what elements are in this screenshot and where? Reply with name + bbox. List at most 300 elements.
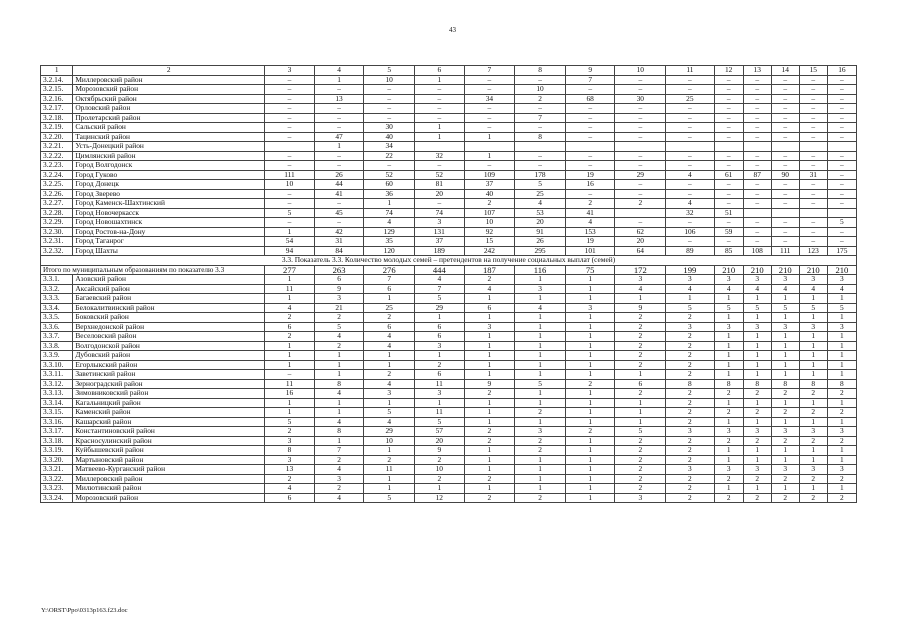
value-cell: 3 (565, 303, 615, 313)
value-cell: 3 (771, 275, 799, 285)
value-cell: 1 (565, 389, 615, 399)
value-cell: 3 (771, 465, 799, 475)
value-cell: – (827, 189, 856, 199)
total-value-cell: 210 (771, 265, 799, 275)
row-name: Кагальницкий район (73, 398, 265, 408)
value-cell: 1 (615, 408, 666, 418)
row-name: Веселовский район (73, 332, 265, 342)
value-cell: – (666, 113, 715, 123)
value-cell: 3 (314, 474, 364, 484)
value-cell: – (415, 199, 465, 209)
value-cell: 1 (265, 408, 315, 418)
value-cell: 1 (364, 351, 415, 361)
value-cell: 15 (464, 237, 515, 247)
table-row (41, 218, 857, 228)
row-code: 3.2.31. (41, 237, 73, 247)
value-cell (827, 142, 856, 152)
value-cell: – (799, 151, 827, 161)
value-cell: 2 (615, 332, 666, 342)
value-cell: 4 (364, 417, 415, 427)
value-cell: 37 (464, 180, 515, 190)
total-value-cell: 210 (799, 265, 827, 275)
value-cell: – (666, 161, 715, 171)
value-cell: 44 (314, 180, 364, 190)
value-cell: 3 (666, 322, 715, 332)
total-value-cell: 116 (515, 265, 566, 275)
value-cell: 175 (827, 246, 856, 256)
value-cell: 3 (799, 322, 827, 332)
value-cell: 2 (615, 436, 666, 446)
value-cell: 2 (714, 436, 743, 446)
value-cell: 1 (464, 341, 515, 351)
value-cell: 1 (771, 370, 799, 380)
value-cell: – (565, 161, 615, 171)
total-value-cell: 444 (415, 265, 465, 275)
value-cell: – (265, 151, 315, 161)
value-cell: – (827, 170, 856, 180)
table-row (41, 427, 857, 437)
value-cell: 2 (799, 436, 827, 446)
value-cell: 13 (314, 94, 364, 104)
value-cell: 3 (415, 218, 465, 228)
value-cell: 11 (265, 284, 315, 294)
value-cell: 9 (464, 379, 515, 389)
value-cell: – (743, 113, 771, 123)
value-cell: 29 (415, 303, 465, 313)
value-cell: 61 (714, 170, 743, 180)
value-cell: 2 (666, 408, 715, 418)
value-cell: 47 (314, 132, 364, 142)
row-code: 3.3.18. (41, 436, 73, 446)
value-cell: – (714, 180, 743, 190)
value-cell: 2 (364, 313, 415, 323)
value-cell (771, 142, 799, 152)
value-cell: 3 (743, 275, 771, 285)
value-cell: 31 (799, 170, 827, 180)
value-cell: 1 (464, 294, 515, 304)
value-cell: 2 (799, 389, 827, 399)
value-cell: 6 (314, 275, 364, 285)
row-code: 3.3.6. (41, 322, 73, 332)
row-code: 3.3.24. (41, 493, 73, 503)
value-cell: 3 (827, 465, 856, 475)
value-cell: 2 (515, 94, 566, 104)
value-cell: 26 (314, 170, 364, 180)
value-cell: 6 (364, 322, 415, 332)
value-cell: – (615, 123, 666, 133)
value-cell: 4 (314, 332, 364, 342)
value-cell: – (827, 161, 856, 171)
value-cell (714, 142, 743, 152)
value-cell: 4 (666, 284, 715, 294)
row-code: 3.2.18. (41, 113, 73, 123)
value-cell: – (799, 104, 827, 114)
value-cell: 2 (515, 436, 566, 446)
value-cell: – (565, 104, 615, 114)
value-cell (799, 208, 827, 218)
value-cell: 6 (415, 370, 465, 380)
value-cell: – (771, 180, 799, 190)
value-cell: 2 (615, 455, 666, 465)
value-cell: – (314, 85, 364, 95)
value-cell: 1 (827, 294, 856, 304)
value-cell: 1 (714, 370, 743, 380)
value-cell: 242 (464, 246, 515, 256)
value-cell: 25 (666, 94, 715, 104)
value-cell: 1 (515, 351, 566, 361)
value-cell: 2 (666, 436, 715, 446)
value-cell: – (265, 218, 315, 228)
table-row (41, 417, 857, 427)
column-number-cell: 9 (565, 66, 615, 76)
row-name: Кашарский район (73, 417, 265, 427)
row-name: Заветинский район (73, 370, 265, 380)
value-cell: 1 (415, 132, 465, 142)
row-code: 3.2.20. (41, 132, 73, 142)
value-cell: 4 (314, 465, 364, 475)
value-cell: 1 (464, 408, 515, 418)
value-cell: 1 (565, 370, 615, 380)
value-cell: – (799, 180, 827, 190)
value-cell: 40 (464, 189, 515, 199)
value-cell: – (565, 85, 615, 95)
value-cell: 8 (314, 427, 364, 437)
value-cell: 1 (743, 417, 771, 427)
value-cell: – (565, 151, 615, 161)
value-cell: – (265, 94, 315, 104)
value-cell (615, 142, 666, 152)
value-cell: 1 (515, 389, 566, 399)
value-cell: – (771, 227, 799, 237)
value-cell: 8 (714, 379, 743, 389)
value-cell: 1 (265, 275, 315, 285)
value-cell: 1 (565, 313, 615, 323)
value-cell: 30 (615, 94, 666, 104)
value-cell: – (799, 132, 827, 142)
value-cell: 1 (515, 294, 566, 304)
table-row (41, 104, 857, 114)
value-cell: 4 (364, 341, 415, 351)
value-cell: 1 (799, 351, 827, 361)
table-row (41, 246, 857, 256)
value-cell: 1 (265, 351, 315, 361)
total-row-label: Итого по муниципальным образованиям по показателю 3.3 (41, 265, 265, 275)
value-cell: 2 (666, 332, 715, 342)
value-cell: – (827, 199, 856, 209)
value-cell: 1 (515, 341, 566, 351)
value-cell: – (314, 104, 364, 114)
value-cell: 2 (771, 436, 799, 446)
row-name: Пролетарский район (73, 113, 265, 123)
value-cell: 1 (799, 398, 827, 408)
value-cell: – (771, 161, 799, 171)
value-cell: 1 (771, 313, 799, 323)
value-cell: – (799, 227, 827, 237)
value-cell: 1 (314, 408, 364, 418)
value-cell: 1 (415, 313, 465, 323)
value-cell: 2 (415, 455, 465, 465)
value-cell: 53 (515, 208, 566, 218)
value-cell: 20 (415, 189, 465, 199)
row-code: 3.3.22. (41, 474, 73, 484)
value-cell: 2 (714, 389, 743, 399)
value-cell: 26 (515, 237, 566, 247)
table-row (41, 208, 857, 218)
value-cell: 2 (666, 341, 715, 351)
value-cell: – (615, 104, 666, 114)
value-cell: 51 (714, 208, 743, 218)
value-cell: 101 (565, 246, 615, 256)
value-cell: 4 (364, 218, 415, 228)
value-cell: 1 (314, 370, 364, 380)
value-cell: – (714, 123, 743, 133)
value-cell: 29 (615, 170, 666, 180)
row-code: 3.3.15. (41, 408, 73, 418)
value-cell: 1 (464, 455, 515, 465)
value-cell: – (827, 94, 856, 104)
value-cell: 1 (771, 484, 799, 494)
value-cell: 1 (415, 123, 465, 133)
value-cell: 2 (827, 389, 856, 399)
value-cell: 5 (771, 303, 799, 313)
value-cell: 4 (799, 284, 827, 294)
value-cell: – (799, 75, 827, 85)
value-cell: 4 (666, 170, 715, 180)
value-cell: 5 (364, 408, 415, 418)
value-cell: 10 (265, 180, 315, 190)
row-code: 3.3.9. (41, 351, 73, 361)
value-cell: 1 (464, 417, 515, 427)
value-cell: – (314, 151, 364, 161)
value-cell: 9 (415, 446, 465, 456)
value-cell: 1 (827, 351, 856, 361)
value-cell: – (265, 123, 315, 133)
value-cell: 4 (314, 493, 364, 503)
value-cell: 1 (714, 294, 743, 304)
value-cell: 1 (714, 332, 743, 342)
row-name: Миллеровский район (73, 75, 265, 85)
value-cell: 1 (265, 341, 315, 351)
value-cell: 1 (799, 332, 827, 342)
value-cell: – (666, 85, 715, 95)
value-cell: – (415, 94, 465, 104)
value-cell: 1 (743, 332, 771, 342)
value-cell: 3 (771, 322, 799, 332)
value-cell: 2 (615, 351, 666, 361)
value-cell: – (771, 104, 799, 114)
value-cell: 34 (364, 142, 415, 152)
value-cell: 4 (415, 275, 465, 285)
value-cell: 3 (415, 341, 465, 351)
value-cell: – (714, 189, 743, 199)
value-cell: 5 (714, 303, 743, 313)
value-cell: 1 (515, 322, 566, 332)
row-name: Город Шахты (73, 246, 265, 256)
value-cell: 1 (714, 417, 743, 427)
total-value-cell: 199 (666, 265, 715, 275)
value-cell (515, 142, 566, 152)
value-cell: 5 (314, 322, 364, 332)
value-cell: – (771, 189, 799, 199)
value-cell: 4 (714, 284, 743, 294)
row-name: Тацинский район (73, 132, 265, 142)
value-cell: 1 (565, 455, 615, 465)
table-row (41, 123, 857, 133)
column-number-cell: 8 (515, 66, 566, 76)
row-name: Морозовский район (73, 85, 265, 95)
value-cell: 2 (827, 408, 856, 418)
value-cell: 3 (827, 322, 856, 332)
value-cell: 2 (615, 465, 666, 475)
value-cell: 2 (666, 417, 715, 427)
value-cell: 1 (714, 455, 743, 465)
value-cell: – (827, 151, 856, 161)
value-cell: 4 (265, 484, 315, 494)
value-cell: 5 (666, 303, 715, 313)
row-name: Мартыновский район (73, 455, 265, 465)
value-cell: 8 (265, 446, 315, 456)
value-cell: 2 (666, 455, 715, 465)
value-cell: 1 (464, 465, 515, 475)
table-row (41, 303, 857, 313)
value-cell: – (415, 104, 465, 114)
value-cell: 2 (464, 389, 515, 399)
value-cell: 2 (615, 199, 666, 209)
value-cell: 2 (464, 199, 515, 209)
value-cell: 5 (515, 180, 566, 190)
value-cell: 19 (565, 170, 615, 180)
value-cell: – (565, 113, 615, 123)
value-cell: – (771, 237, 799, 247)
value-cell: 1 (714, 313, 743, 323)
value-cell: 111 (771, 246, 799, 256)
value-cell: 2 (615, 313, 666, 323)
value-cell: 54 (265, 237, 315, 247)
value-cell: 7 (314, 446, 364, 456)
value-cell: 1 (743, 446, 771, 456)
value-cell: – (615, 180, 666, 190)
value-cell: 1 (714, 360, 743, 370)
value-cell: – (364, 85, 415, 95)
value-cell: – (714, 151, 743, 161)
value-cell: 3 (464, 322, 515, 332)
value-cell: – (771, 218, 799, 228)
value-cell: 10 (364, 436, 415, 446)
value-cell: 10 (415, 465, 465, 475)
value-cell: 4 (743, 284, 771, 294)
value-cell: 3 (265, 436, 315, 446)
value-cell: 42 (314, 227, 364, 237)
value-cell: 1 (565, 446, 615, 456)
value-cell: 129 (364, 227, 415, 237)
total-value-cell: 210 (714, 265, 743, 275)
value-cell: 1 (799, 446, 827, 456)
value-cell: 1 (771, 446, 799, 456)
value-cell: 1 (515, 360, 566, 370)
value-cell: – (515, 75, 566, 85)
value-cell: 1 (771, 417, 799, 427)
value-cell: 109 (464, 170, 515, 180)
value-cell: 2 (743, 436, 771, 446)
value-cell: – (771, 123, 799, 133)
value-cell: 1 (464, 313, 515, 323)
value-cell: 1 (464, 151, 515, 161)
value-cell: 2 (565, 199, 615, 209)
value-cell: 4 (515, 303, 566, 313)
table-row (41, 484, 857, 494)
value-cell: 5 (265, 208, 315, 218)
value-cell: 8 (666, 379, 715, 389)
value-cell: 5 (743, 303, 771, 313)
value-cell: – (743, 85, 771, 95)
value-cell: 6 (615, 379, 666, 389)
table-row (41, 493, 857, 503)
value-cell: 6 (415, 322, 465, 332)
table-row (41, 275, 857, 285)
value-cell: 21 (314, 303, 364, 313)
value-cell: 1 (364, 474, 415, 484)
value-cell: 3 (771, 427, 799, 437)
value-cell: – (714, 75, 743, 85)
value-cell: 3 (827, 275, 856, 285)
table-row (41, 189, 857, 199)
value-cell: 2 (666, 370, 715, 380)
table-row (41, 75, 857, 85)
value-cell: – (827, 85, 856, 95)
table-row (41, 455, 857, 465)
total-value-cell: 172 (615, 265, 666, 275)
column-number-cell: 10 (615, 66, 666, 76)
row-code: 3.2.26. (41, 189, 73, 199)
value-cell: 1 (265, 227, 315, 237)
value-cell: – (666, 151, 715, 161)
value-cell: 131 (415, 227, 465, 237)
value-cell: 4 (565, 218, 615, 228)
row-name: Город Новочеркасск (73, 208, 265, 218)
value-cell: 2 (415, 360, 465, 370)
column-number-cell: 7 (464, 66, 515, 76)
value-cell: 2 (799, 493, 827, 503)
value-cell: 2 (464, 436, 515, 446)
value-cell: 16 (565, 180, 615, 190)
value-cell: 2 (666, 398, 715, 408)
value-cell: – (364, 161, 415, 171)
value-cell: 1 (771, 294, 799, 304)
value-cell (464, 142, 515, 152)
row-code: 3.2.24. (41, 170, 73, 180)
value-cell: – (515, 161, 566, 171)
row-name: Зерноградский район (73, 379, 265, 389)
value-cell: 1 (615, 417, 666, 427)
value-cell: 1 (565, 294, 615, 304)
value-cell: 4 (666, 199, 715, 209)
value-cell: 2 (827, 474, 856, 484)
row-code: 3.3.16. (41, 417, 73, 427)
row-code: 3.2.16. (41, 94, 73, 104)
value-cell: – (314, 161, 364, 171)
row-code: 3.3.10. (41, 360, 73, 370)
value-cell: 1 (714, 351, 743, 361)
row-code: 3.2.30. (41, 227, 73, 237)
value-cell: 3 (799, 275, 827, 285)
value-cell: – (799, 123, 827, 133)
value-cell: 20 (415, 436, 465, 446)
value-cell: 1 (314, 436, 364, 446)
value-cell: – (615, 161, 666, 171)
value-cell: 1 (827, 398, 856, 408)
value-cell: 5 (415, 417, 465, 427)
table-row (41, 142, 857, 152)
